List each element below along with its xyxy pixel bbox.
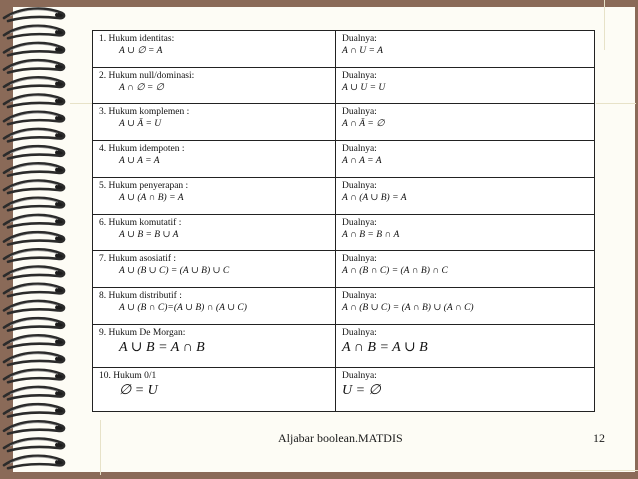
- dual-cell: Dualnya: A ∩ (B ∩ C) = (A ∩ B) ∩ C: [336, 251, 595, 288]
- spiral-coil: [4, 146, 65, 158]
- table-row: [93, 214, 595, 251]
- dual-cell: Dualnya: A ∩ U = A: [336, 31, 595, 68]
- spiral-coil: [4, 112, 65, 124]
- table-row: [93, 288, 595, 325]
- law-cell: 10. Hukum 0/1 ∅ = U: [93, 368, 336, 412]
- spiral-coil: [4, 370, 65, 382]
- table-row: [93, 251, 595, 288]
- spiral-coil: [4, 318, 65, 330]
- spiral-coil: [4, 129, 65, 141]
- spiral-coil: [4, 60, 65, 72]
- spiral-coil: [4, 77, 65, 89]
- dual-cell: Dualnya: A ∩ A = A: [336, 141, 595, 178]
- spiral-coil: [4, 43, 65, 55]
- spiral-coil: [4, 387, 65, 399]
- page-guide-line: [100, 420, 101, 475]
- spiral-coil: [4, 456, 65, 468]
- page-guide-line: [570, 470, 638, 471]
- page-number: 12: [593, 431, 605, 445]
- boolean-laws-table: [92, 30, 595, 412]
- law-cell: 3. Hukum komplemen : A ∪ Ā = U: [93, 104, 336, 141]
- dual-cell: Dualnya: A ∩ (A ∪ B) = A: [336, 177, 595, 214]
- spiral-coil: [4, 421, 65, 433]
- table-row: [93, 141, 595, 178]
- law-cell: 1. Hukum identitas: A ∪ ∅ = A: [93, 31, 336, 68]
- law-cell: 9. Hukum De Morgan: A ∪ B = A ∩ B: [93, 324, 336, 368]
- table-row: [93, 104, 595, 141]
- law-cell: 2. Hukum null/dominasi: A ∩ ∅ = ∅: [93, 67, 336, 104]
- spiral-coil: [4, 95, 65, 107]
- spiral-coil: [4, 249, 65, 261]
- law-cell: 5. Hukum penyerapan : A ∪ (A ∩ B) = A: [93, 177, 336, 214]
- page-guide-line: [604, 0, 605, 50]
- spiral-coil: [4, 404, 65, 416]
- spiral-coil: [4, 181, 65, 193]
- law-cell: 6. Hukum komutatif : A ∪ B = B ∪ A: [93, 214, 336, 251]
- dual-cell: Dualnya: A ∩ Ā = ∅: [336, 104, 595, 141]
- spiral-coil: [4, 26, 65, 38]
- dual-cell: Dualnya: A ∪ U = U: [336, 67, 595, 104]
- law-cell: 8. Hukum distributif : A ∪ (B ∩ C)=(A ∪ B) ∩ (A ∪ C): [93, 288, 336, 325]
- table-row: [93, 324, 595, 368]
- spiral-coil: [4, 353, 65, 365]
- dual-cell: Dualnya: A ∩ B = B ∩ A: [336, 214, 595, 251]
- table-row: [93, 177, 595, 214]
- dual-cell: Dualnya: A ∩ B = A ∪ B: [336, 324, 595, 368]
- slide-footer: Aljabar boolean.MATDIS: [278, 431, 403, 445]
- spiral-coil: [4, 163, 65, 175]
- spiral-binding: [0, 0, 75, 479]
- table-row: [93, 368, 595, 412]
- law-cell: 7. Hukum asosiatif : A ∪ (B ∪ C) = (A ∪ B) ∪ C: [93, 251, 336, 288]
- spiral-coil: [4, 215, 65, 227]
- spiral-coil: [4, 439, 65, 451]
- spiral-coil: [4, 198, 65, 210]
- spiral-coil: [4, 267, 65, 279]
- spiral-coil: [4, 232, 65, 244]
- page-guide-line: [596, 103, 636, 104]
- spiral-coil: [4, 301, 65, 313]
- table-row: [93, 31, 595, 68]
- spiral-coil: [4, 9, 65, 21]
- spiral-coil: [4, 284, 65, 296]
- dual-cell: Dualnya: U = ∅: [336, 368, 595, 412]
- spiral-coil: [4, 335, 65, 347]
- law-cell: 4. Hukum idempoten : A ∪ A = A: [93, 141, 336, 178]
- table-row: [93, 67, 595, 104]
- dual-cell: Dualnya: A ∩ (B ∪ C) = (A ∩ B) ∪ (A ∩ C): [336, 288, 595, 325]
